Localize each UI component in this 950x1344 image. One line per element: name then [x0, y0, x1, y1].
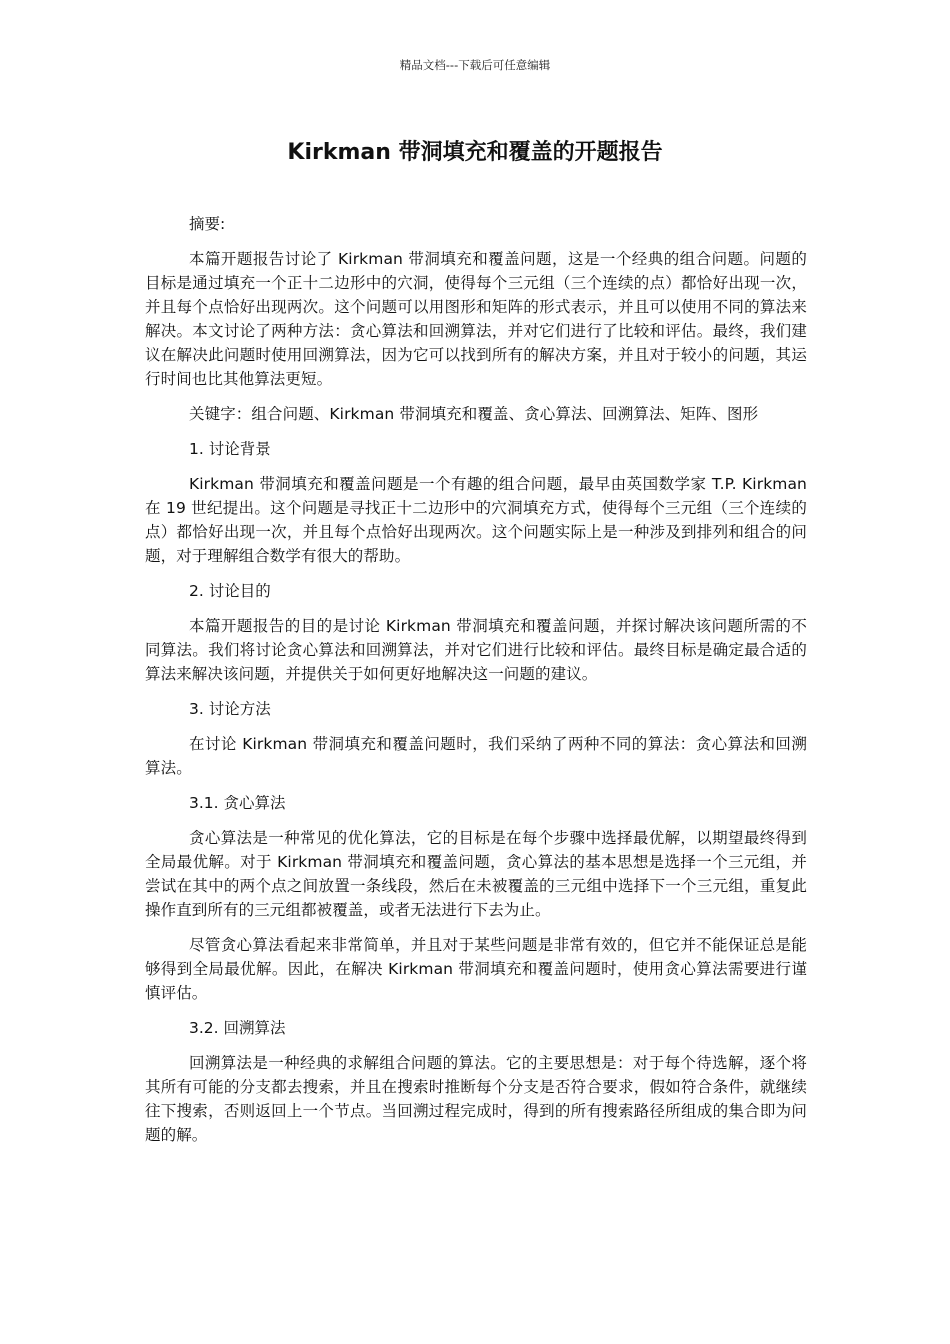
background-paragraph: Kirkman 带洞填充和覆盖问题是一个有趣的组合问题，最早由英国数学家 T.P. Kirkman 在 19 世纪提出。这个问题是寻找正十二边形中的穴洞填充方式，使得每个三元组（三个连续的点）都恰好出现一次，并且每个点恰好出现两次。这个问题实际上是一种涉及到排列和组合的问题，对于理解组合数学有很大的帮助。	[145, 475, 807, 565]
greedy-paragraph-2: 尽管贪心算法看起来非常简单，并且对于某些问题是非常有效的，但它并不能保证总是能够得到全局最优解。因此，在解决 Kirkman 带洞填充和覆盖问题时，使用贪心算法需要进行谨慎评估。	[145, 936, 807, 1002]
purpose-paragraph: 本篇开题报告的目的是讨论 Kirkman 带洞填充和覆盖问题，并探讨解决该问题所需的不同算法。我们将讨论贪心算法和回溯算法，并对它们进行比较和评估。最终目标是确定最合适的算法来解决该问题，并提供关于如何更好地解决这一问题的建议。	[145, 617, 807, 683]
section-heading-purpose: 2. 讨论目的	[189, 582, 271, 600]
document-title: Kirkman 带洞填充和覆盖的开题报告	[287, 140, 663, 165]
greedy-paragraph-1: 贪心算法是一种常见的优化算法，它的目标是在每个步骤中选择最优解，以期望最终得到全局最优解。对于 Kirkman 带洞填充和覆盖问题，贪心算法的基本思想是选择一个三元组，并尝试在其中的两个点之间放置一条线段，然后在未被覆盖的三元组中选择下一个三元组，重复此操作直到所有的三元组都被覆盖，或者无法进行下去为止。	[145, 829, 807, 919]
section-heading-background: 1. 讨论背景	[189, 440, 271, 458]
page-header: 精品文档---下载后可任意编辑	[399, 58, 551, 72]
keywords-paragraph: 关键字：组合问题、Kirkman 带洞填充和覆盖、贪心算法、回溯算法、矩阵、图形	[189, 405, 759, 423]
document-body	[145, 212, 807, 1158]
abstract-label: 摘要:	[189, 215, 226, 233]
section-heading-backtracking: 3.2. 回溯算法	[189, 1019, 286, 1037]
section-heading-greedy: 3.1. 贪心算法	[189, 794, 286, 812]
abstract-paragraph: 本篇开题报告讨论了 Kirkman 带洞填充和覆盖问题，这是一个经典的组合问题。问题的目标是通过填充一个正十二边形中的穴洞，使得每个三元组（三个连续的点）都恰好出现一次，并且每个点恰好出现两次。这个问题可以用图形和矩阵的形式表示，并且可以使用不同的算法来解决。本文讨论了两种方法：贪心算法和回溯算法，并对它们进行了比较和评估。最终，我们建议在解决此问题时使用回溯算法，因为它可以找到所有的解决方案，并且对于较小的问题，其运行时间也比其他算法更短。	[145, 250, 807, 388]
methods-paragraph: 在讨论 Kirkman 带洞填充和覆盖问题时，我们采纳了两种不同的算法：贪心算法和回溯算法。	[145, 735, 807, 777]
backtracking-paragraph: 回溯算法是一种经典的求解组合问题的算法。它的主要思想是：对于每个待选解，逐个将其所有可能的分支都去搜索，并且在搜索时推断每个分支是否符合要求，假如符合条件，就继续往下搜索，否则返回上一个节点。当回溯过程完成时，得到的所有搜索路径所组成的集合即为问题的解。	[145, 1054, 807, 1144]
section-heading-methods: 3. 讨论方法	[189, 700, 271, 718]
